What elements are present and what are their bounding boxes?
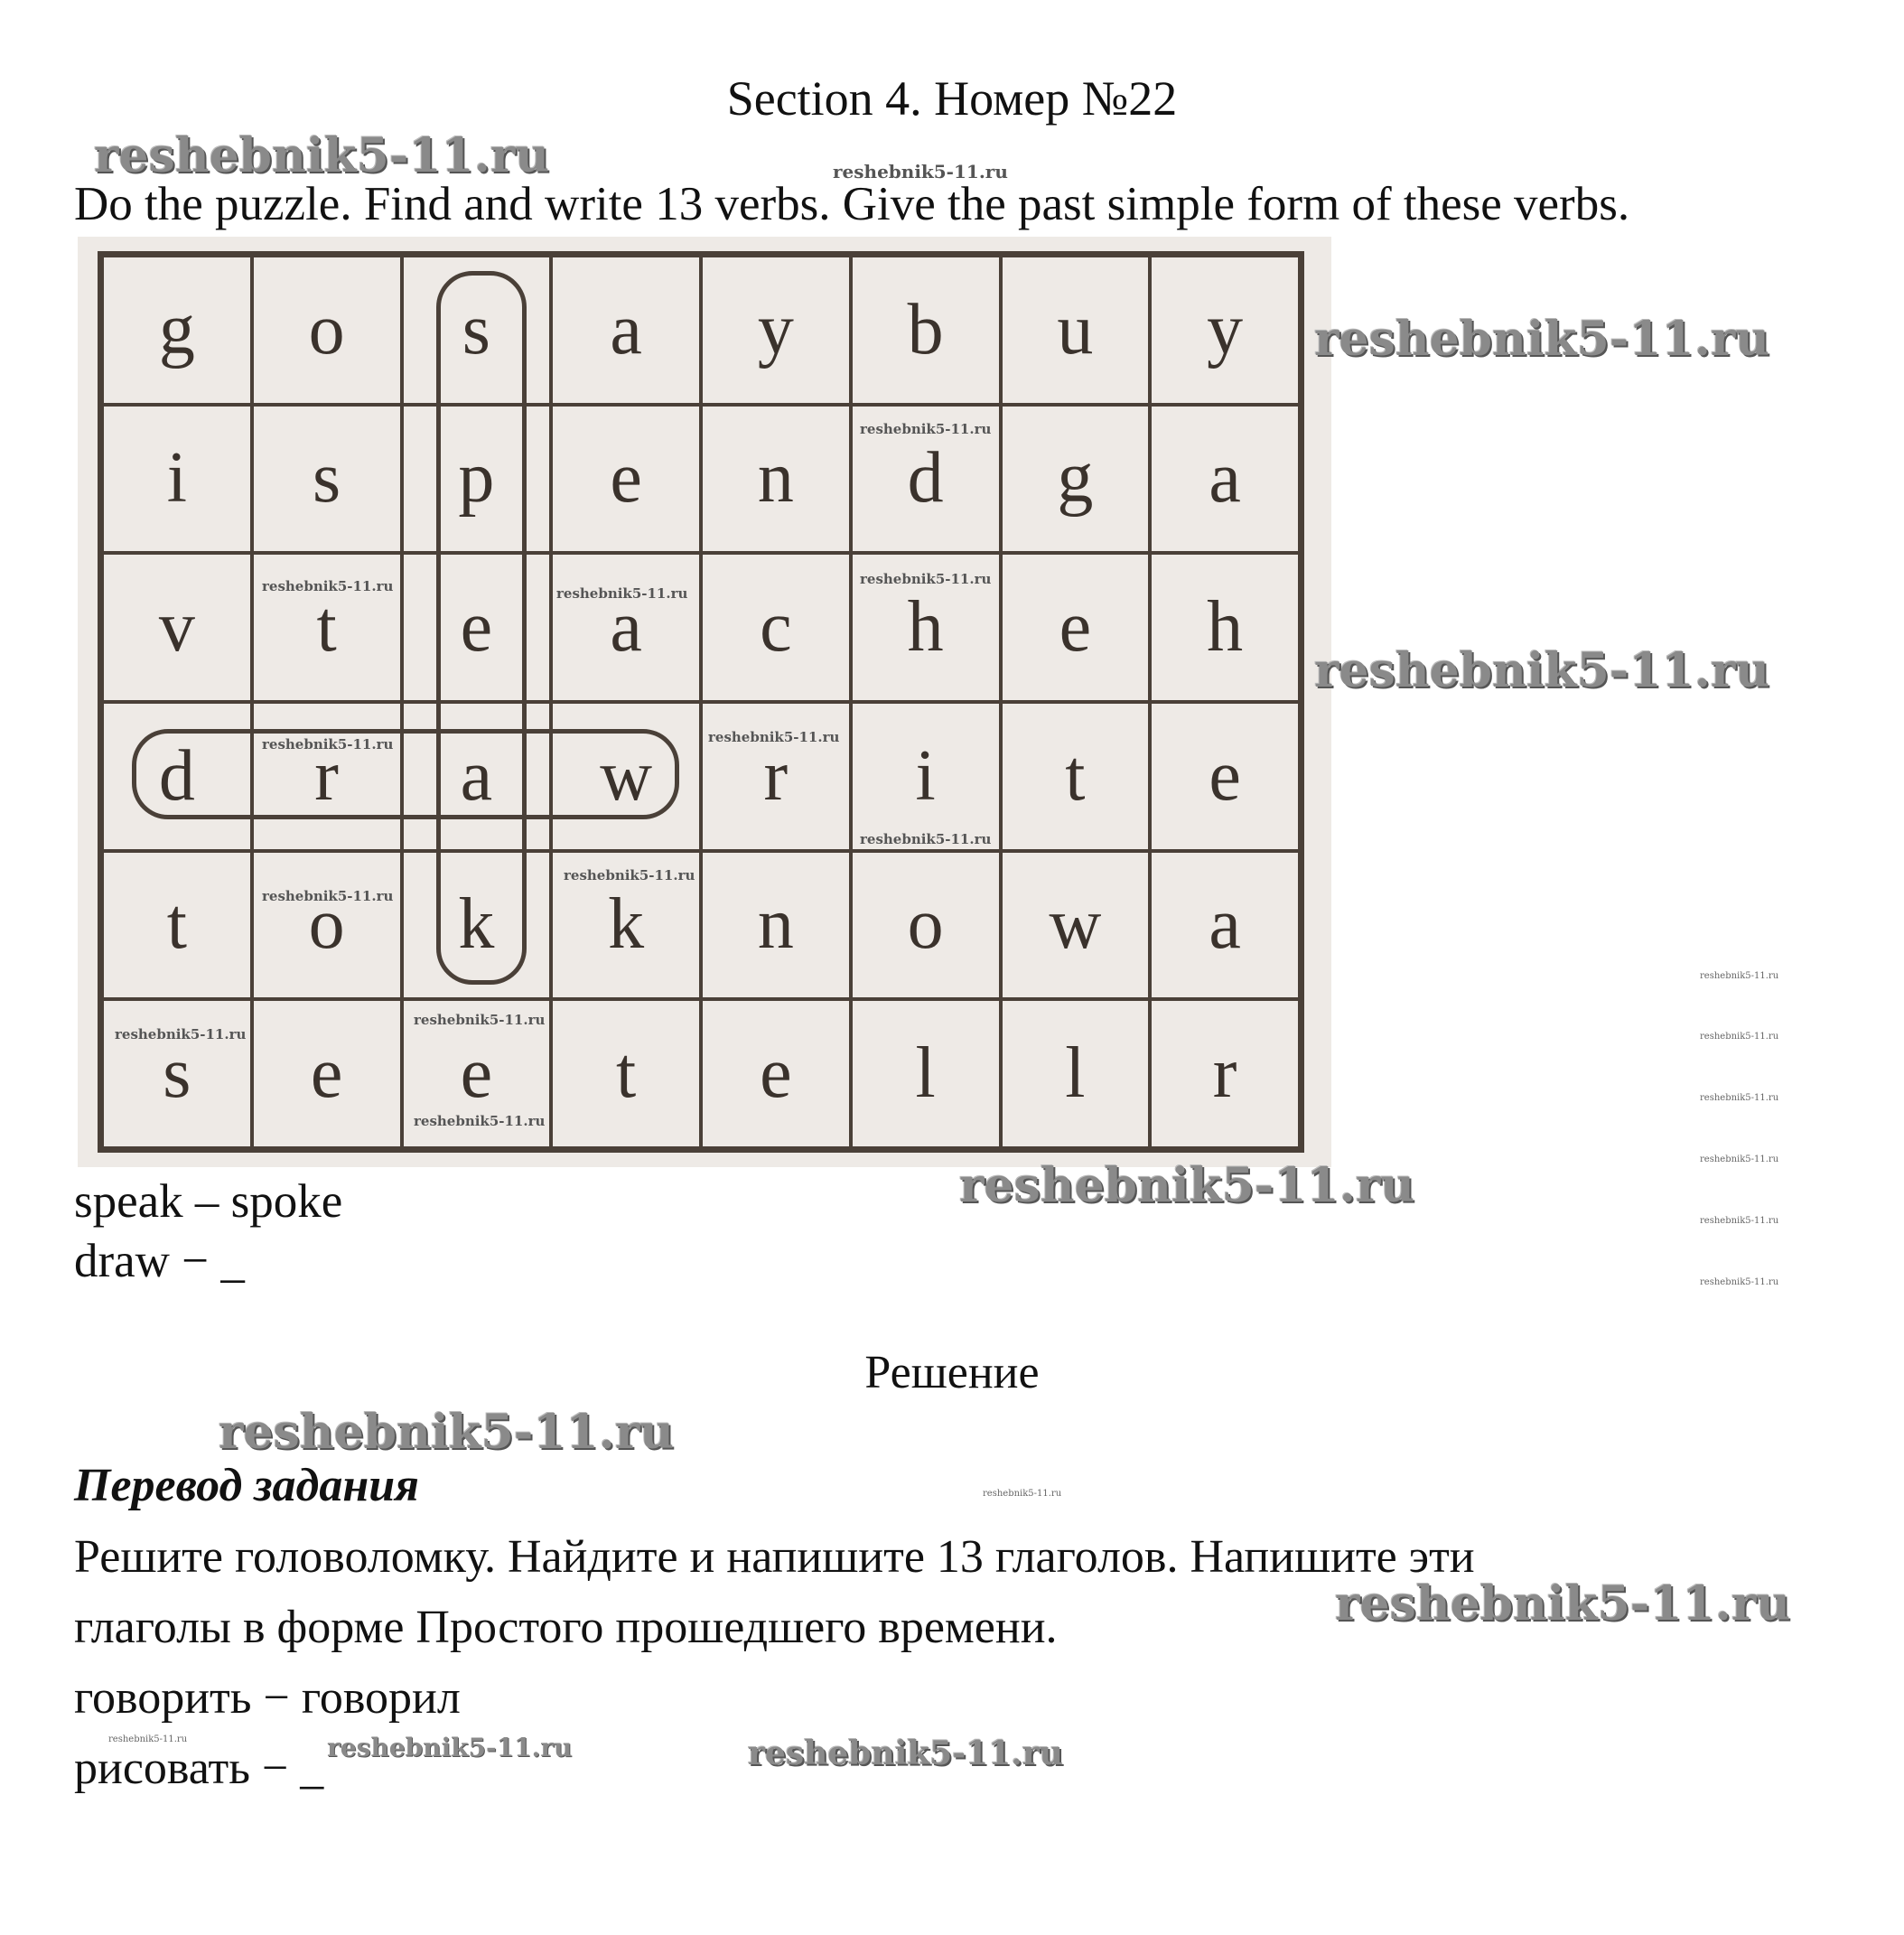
- answer-line-draw: draw − _: [74, 1235, 245, 1287]
- watermark: reshebnik5-11.ru: [708, 729, 840, 745]
- grid-cell: k: [551, 851, 701, 1000]
- grid-cell: u: [1001, 256, 1151, 405]
- watermark: reshebnik5-11.ru: [748, 1734, 1063, 1772]
- grid-cell: t: [1001, 702, 1151, 851]
- grid-cell: g: [1001, 405, 1151, 554]
- watermark: reshebnik5-11.ru: [983, 1489, 1062, 1499]
- watermark: reshebnik5-11.ru: [1314, 643, 1770, 698]
- grid-cell: d: [851, 405, 1001, 554]
- watermark: reshebnik5-11.ru: [556, 585, 688, 602]
- watermark: reshebnik5-11.ru: [860, 571, 992, 587]
- grid-cell: o: [252, 851, 402, 1000]
- watermark: reshebnik5-11.ru: [1700, 1032, 1779, 1042]
- grid-cell: k: [402, 851, 552, 1000]
- word-puzzle-grid: [98, 251, 1304, 1153]
- grid-cell: e: [551, 405, 701, 554]
- grid-cell: o: [851, 851, 1001, 1000]
- watermark: reshebnik5-11.ru: [219, 1405, 675, 1460]
- grid-cell: s: [102, 999, 252, 1148]
- watermark: reshebnik5-11.ru: [262, 578, 394, 594]
- grid-cell: e: [402, 999, 552, 1148]
- grid-cell: d: [102, 702, 252, 851]
- translation-line: рисовать − _: [74, 1743, 324, 1794]
- grid-cell: r: [1150, 999, 1300, 1148]
- watermark: reshebnik5-11.ru: [262, 888, 394, 904]
- grid-cell: e: [701, 999, 851, 1148]
- grid-cell: t: [252, 553, 402, 702]
- solution-heading: Решение: [864, 1347, 1040, 1398]
- translation-line: глаголы в форме Простого прошедшего времени.: [74, 1602, 1058, 1653]
- grid-cell: c: [701, 553, 851, 702]
- grid-cell: g: [102, 256, 252, 405]
- watermark: reshebnik5-11.ru: [959, 1158, 1415, 1213]
- translation-line: говорить − говорил: [74, 1672, 461, 1724]
- watermark: reshebnik5-11.ru: [262, 736, 394, 752]
- watermark: reshebnik5-11.ru: [414, 1012, 546, 1028]
- grid-cell: a: [551, 553, 701, 702]
- grid-cell: a: [1150, 851, 1300, 1000]
- grid-cell: s: [402, 256, 552, 405]
- grid-cell: e: [252, 999, 402, 1148]
- grid-cell: l: [1001, 999, 1151, 1148]
- watermark: reshebnik5-11.ru: [1700, 971, 1779, 981]
- grid-cell: r: [701, 702, 851, 851]
- watermark: reshebnik5-11.ru: [1700, 1154, 1779, 1164]
- instruction: Do the puzzle. Find and write 13 verbs. Give the past simple form of these verbs.: [74, 178, 1630, 230]
- watermark: reshebnik5-11.ru: [564, 867, 695, 883]
- grid-cell: p: [402, 405, 552, 554]
- grid-cell: i: [851, 702, 1001, 851]
- grid-cell: e: [402, 553, 552, 702]
- watermark: reshebnik5-11.ru: [1314, 312, 1770, 367]
- grid-cell: h: [1150, 553, 1300, 702]
- grid-cell: t: [102, 851, 252, 1000]
- watermark: reshebnik5-11.ru: [414, 1113, 546, 1129]
- grid-cell: h: [851, 553, 1001, 702]
- grid-cell: e: [1001, 553, 1151, 702]
- grid-cell: o: [252, 256, 402, 405]
- grid-cell: a: [402, 702, 552, 851]
- grid-cell: b: [851, 256, 1001, 405]
- grid-cell: t: [551, 999, 701, 1148]
- grid-cell: y: [1150, 256, 1300, 405]
- grid-cell: l: [851, 999, 1001, 1148]
- grid-cell: r: [252, 702, 402, 851]
- translation-heading: Перевод задания: [74, 1460, 419, 1511]
- grid-cell: i: [102, 405, 252, 554]
- watermark: reshebnik5-11.ru: [860, 831, 992, 847]
- watermark: reshebnik5-11.ru: [94, 128, 550, 183]
- watermark: reshebnik5-11.ru: [860, 421, 992, 437]
- grid-cell: a: [1150, 405, 1300, 554]
- grid-cell: v: [102, 553, 252, 702]
- watermark: reshebnik5-11.ru: [1700, 1277, 1779, 1287]
- grid-cell: s: [252, 405, 402, 554]
- grid-cell: a: [551, 256, 701, 405]
- page-title: Section 4. Номер №22: [726, 71, 1178, 126]
- watermark: reshebnik5-11.ru: [108, 1734, 188, 1744]
- watermark: reshebnik5-11.ru: [115, 1026, 247, 1042]
- watermark: reshebnik5-11.ru: [1335, 1576, 1791, 1631]
- grid-cell: w: [1001, 851, 1151, 1000]
- grid-cell: e: [1150, 702, 1300, 851]
- translation-line: Решите головоломку. Найдите и напишите 13 глаголов. Напишите эти: [74, 1531, 1475, 1583]
- grid-cell: y: [701, 256, 851, 405]
- watermark: reshebnik5-11.ru: [1700, 1093, 1779, 1103]
- highlight-draw: [132, 729, 679, 819]
- grid-cell: n: [701, 405, 851, 554]
- grid-cell: n: [701, 851, 851, 1000]
- watermark: reshebnik5-11.ru: [327, 1733, 573, 1762]
- watermark: reshebnik5-11.ru: [1700, 1216, 1779, 1226]
- highlight-speak: [436, 271, 527, 985]
- grid-cell: w: [551, 702, 701, 851]
- watermark: reshebnik5-11.ru: [833, 161, 1008, 182]
- answer-line-speak: speak – spoke: [74, 1175, 343, 1228]
